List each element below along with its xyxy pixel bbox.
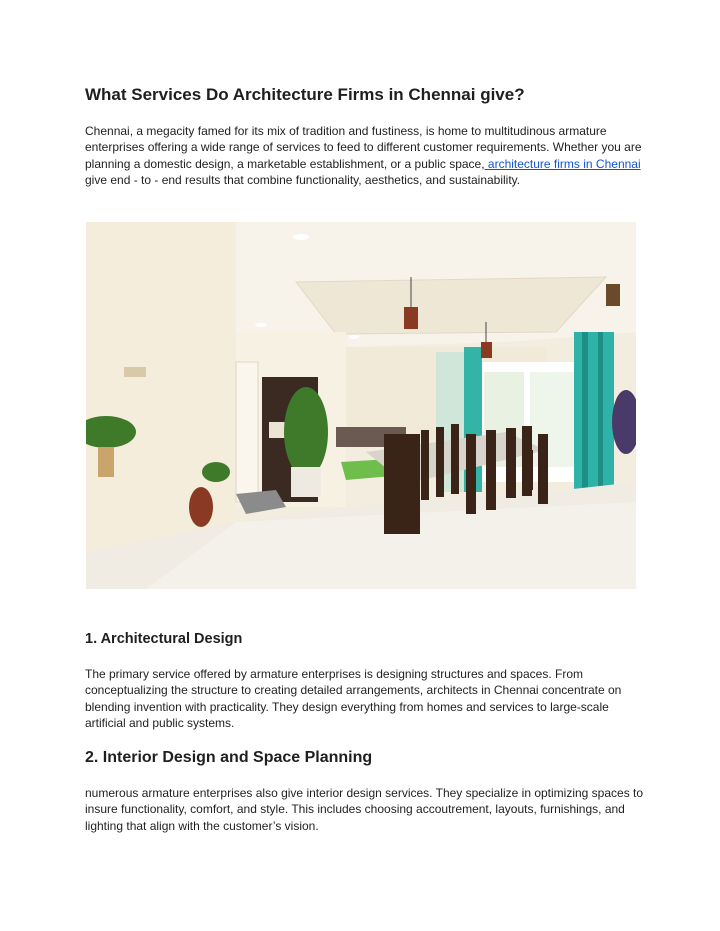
intro-text-before: Chennai, a megacity famed for its mix of tradition and fustiness, is home to multitudinous armature enterprises offering a wide range of services to feed to different customer requirements. Whether you are planning a domestic design, a marketable establishment, or a public space, [85,124,642,171]
section-body-architectural-design: The primary service offered by armature enterprises is designing structures and spaces. From conceptualizing the structure to creating detailed arrangements, architects in Chennai concentrate on blending invention with practicality. They design everything from homes and services to large-scale artificial and public systems. [85,667,622,730]
architecture-firms-link[interactable]: architecture firms in Chennai [484,156,641,171]
intro-text-after: give end - to - end results that combine functionality, aesthetics, and sustainability. [85,172,521,187]
page-title: What Services Do Architecture Firms in Chennai give? [85,85,525,104]
section-heading-interior-design: 2. Interior Design and Space Planning [85,749,373,766]
section-body-interior-design: numerous armature enterprises also give interior design services. They specialize in optimizing spaces to insure functionality, comfort, and style. This includes choosing accoutrement, layouts, furnishings, and lighting that align with the customer’s vision. [85,786,644,833]
interior-photo [86,222,636,589]
interior-photo-illustration [86,222,636,589]
intro-paragraph [85,123,645,188]
section-heading-architectural-design: 1. Architectural Design [85,631,243,647]
